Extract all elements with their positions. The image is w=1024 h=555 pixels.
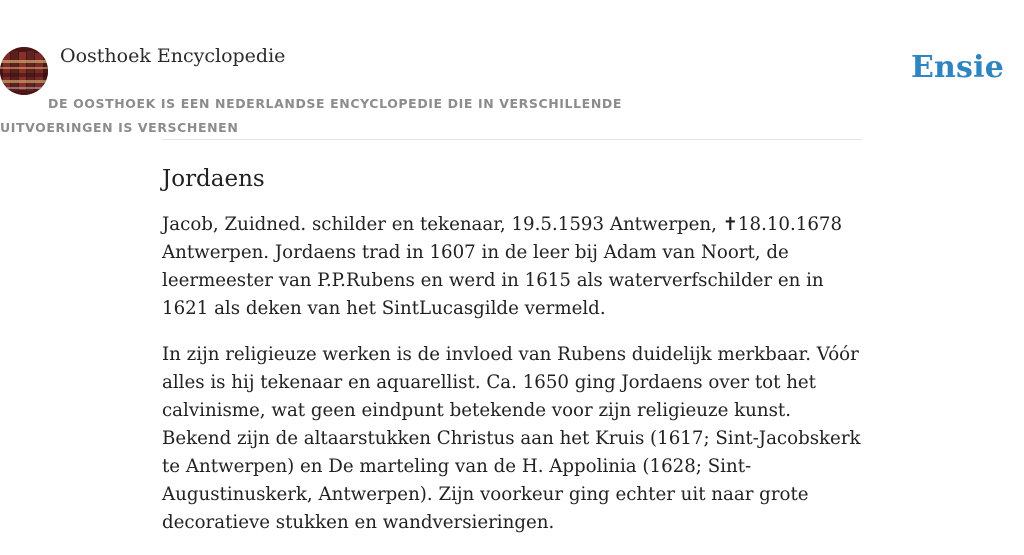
article-paragraph: Jacob, Zuidned. schilder en tekenaar, 19.5.1593 Antwerpen, ✝18.10.1678 Antwerpen. Jordaens trad in 1607 in de leer bij Adam van Noort, de leermeester van P.P.Rubens en werd in 1615 als waterverfschilder en in 1621 als deken van het SintLucasgilde vermeld. <box>162 214 843 319</box>
logo-image <box>0 47 48 95</box>
site-tagline: DE OOSTHOEK IS EEN NEDERLANDSE ENCYCLOPEDIE DIE IN VERSCHILLENDE UITVOERINGEN IS VERSCHENEN <box>0 96 622 135</box>
site-title-link[interactable]: Oosthoek Encyclopedie <box>60 45 286 67</box>
header-divider <box>162 139 862 140</box>
book-spines-icon[interactable] <box>0 47 48 95</box>
article-title: Jordaens <box>162 166 265 192</box>
ensie-brand-link[interactable]: Ensie <box>910 50 1004 85</box>
article <box>162 164 862 555</box>
article-paragraph: In zijn religieuze werken is de invloed van Rubens duidelijk merkbaar. Vóór alles is hij tekenaar en aquarellist. Ca. 1650 ging Jordaens over tot het calvinisme, wat geen eindpunt betekende voor zijn religieuze kunst. Bekend zijn de altaarstukken Christus aan het Kruis (1617; Sint-Jacobskerk te Antwerpen) en De marteling van de H. Appolinia (1628; Sint-Augustinuskerk, Antwerpen). Zijn voorkeur ging echter uit naar grote decoratieve stukken en wandversieringen. <box>162 344 861 533</box>
